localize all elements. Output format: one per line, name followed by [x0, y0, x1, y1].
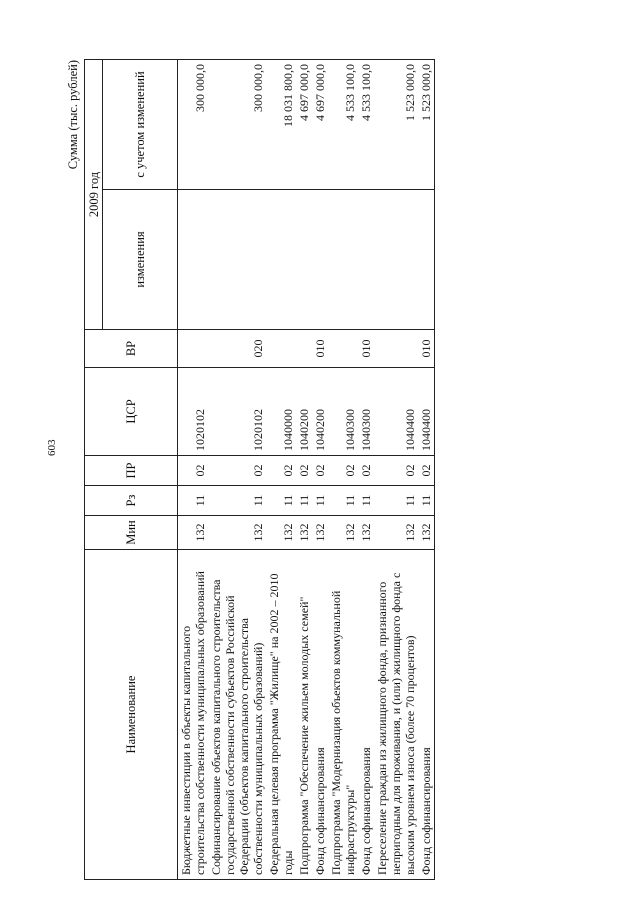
page-number: 603 [46, 439, 58, 456]
row-min: 132 [296, 516, 312, 550]
row-rz: 11 [312, 486, 328, 516]
table-row [328, 59, 358, 879]
row-name: Федеральная целевая программа "Жилище" на 2002 – 2010 годы [266, 550, 296, 880]
table-row [296, 59, 312, 879]
table-row [312, 59, 328, 879]
row-min: 132 [358, 516, 374, 550]
row-vr: 010 [358, 330, 374, 368]
row-pr: 02 [358, 456, 374, 486]
row-csr: 1020102 [208, 368, 266, 456]
row-name: Фонд софинансирования [358, 550, 374, 880]
row-min: 132 [208, 516, 266, 550]
row-changes [374, 190, 418, 330]
row-rz: 11 [374, 486, 418, 516]
row-csr: 1040300 [358, 368, 374, 456]
row-name: Подпрограмма "Модернизация объектов коммунальной инфраструктуры" [328, 550, 358, 880]
header-pr: ПР [85, 456, 178, 486]
header-min: Мин [85, 516, 178, 550]
budget-document [66, 60, 586, 880]
row-min: 132 [178, 516, 209, 550]
header-year: 2009 год [85, 59, 103, 329]
row-vr [374, 330, 418, 368]
header-rz: Рз [85, 486, 178, 516]
row-csr: 1040400 [374, 368, 418, 456]
row-changes [178, 190, 209, 330]
row-pr: 02 [374, 456, 418, 486]
header-changes: изменения [103, 190, 178, 330]
table-row [178, 59, 209, 879]
row-name: Фонд софинансирования [418, 550, 435, 880]
row-total: 300 000,0 [208, 59, 266, 189]
row-vr: 010 [418, 330, 435, 368]
row-rz: 11 [178, 486, 209, 516]
row-total: 18 031 800,0 [266, 59, 296, 189]
row-changes [266, 190, 296, 330]
row-csr: 1040000 [266, 368, 296, 456]
row-total: 1 523 000,0 [374, 59, 418, 189]
row-name: Переселение граждан из жилищного фонда, признанного непригодным для проживания, и (или) жилищного фонда с высоким уровнем износа (более 70 процентов) [374, 550, 418, 880]
row-csr: 1040400 [418, 368, 435, 456]
table-row [208, 59, 266, 879]
row-rz: 11 [266, 486, 296, 516]
row-vr [296, 330, 312, 368]
table-row [418, 59, 435, 879]
row-name: Софинансирование объектов капитального строительства государственной собственности субъектов Российской Федерации (объектов капитального строительства собственности муниципальных образований) [208, 550, 266, 880]
row-rz: 11 [358, 486, 374, 516]
header-row [85, 59, 103, 879]
row-min: 132 [266, 516, 296, 550]
header-csr: ЦСР [85, 368, 178, 456]
row-pr: 02 [208, 456, 266, 486]
row-changes [296, 190, 312, 330]
row-pr: 02 [296, 456, 312, 486]
header-name: Наименование [85, 550, 178, 880]
row-rz: 11 [418, 486, 435, 516]
row-vr [178, 330, 209, 368]
row-total: 4 697 000,0 [296, 59, 312, 189]
row-rz: 11 [208, 486, 266, 516]
table-body [178, 59, 435, 879]
row-vr: 020 [208, 330, 266, 368]
row-changes [312, 190, 328, 330]
row-name: Подпрограмма "Обеспечение жильем молодых семей" [296, 550, 312, 880]
row-total: 300 000,0 [178, 59, 209, 189]
row-changes [358, 190, 374, 330]
row-min: 132 [312, 516, 328, 550]
row-csr: 1040200 [312, 368, 328, 456]
row-pr: 02 [312, 456, 328, 486]
row-name: Бюджетные инвестиции в объекты капитального строительства собственности муниципальных образований [178, 550, 209, 880]
row-vr: 010 [312, 330, 328, 368]
budget-table [84, 59, 435, 880]
row-changes [208, 190, 266, 330]
units-label: Сумма (тыс. рублей) [66, 60, 80, 170]
row-pr: 02 [266, 456, 296, 486]
row-total: 1 523 000,0 [418, 59, 435, 189]
row-rz: 11 [328, 486, 358, 516]
row-vr [266, 330, 296, 368]
row-changes [328, 190, 358, 330]
row-min: 132 [418, 516, 435, 550]
row-rz: 11 [296, 486, 312, 516]
row-total: 4 533 100,0 [358, 59, 374, 189]
row-total: 4 533 100,0 [328, 59, 358, 189]
row-changes [418, 190, 435, 330]
row-pr: 02 [178, 456, 209, 486]
header-vr: ВР [85, 330, 178, 368]
row-vr [328, 330, 358, 368]
table-row [358, 59, 374, 879]
row-pr: 02 [328, 456, 358, 486]
table-row [266, 59, 296, 879]
row-name: Фонд софинансирования [312, 550, 328, 880]
row-csr: 1020102 [178, 368, 209, 456]
row-pr: 02 [418, 456, 435, 486]
row-csr: 1040300 [328, 368, 358, 456]
row-min: 132 [374, 516, 418, 550]
header-with-changes: с учетом изменений [103, 59, 178, 189]
row-total: 4 697 000,0 [312, 59, 328, 189]
row-min: 132 [328, 516, 358, 550]
table-row [374, 59, 418, 879]
row-csr: 1040200 [296, 368, 312, 456]
